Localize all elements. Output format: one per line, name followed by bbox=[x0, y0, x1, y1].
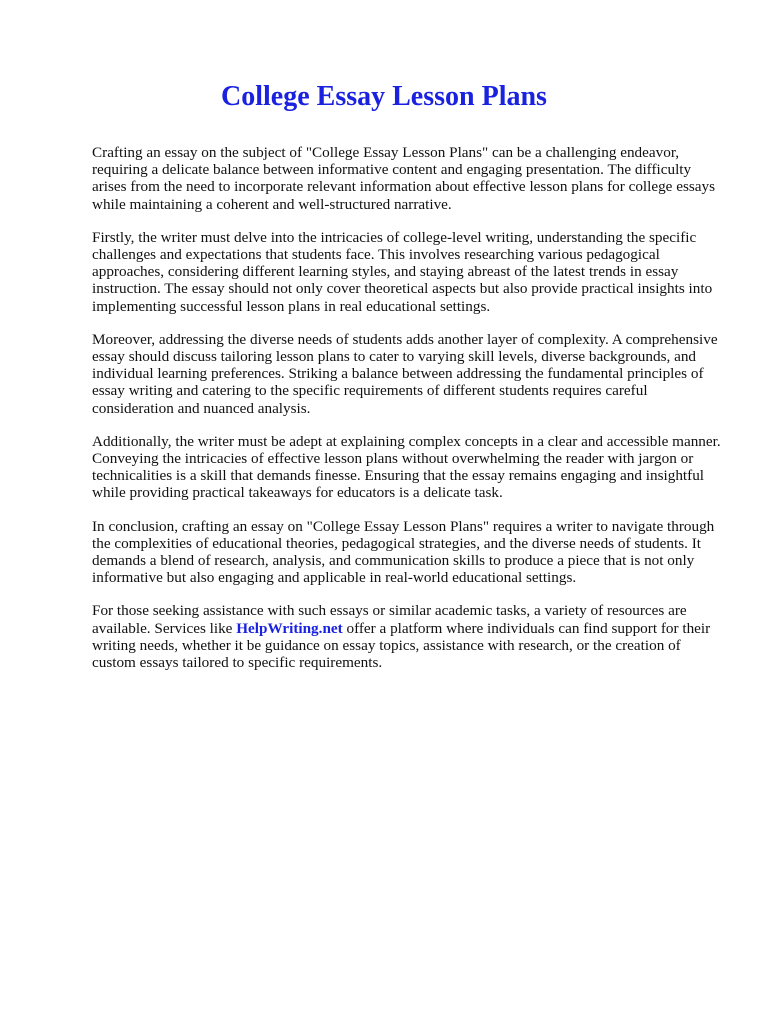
paragraph-3: Moreover, addressing the diverse needs of students adds another layer of complexity. A comprehensive essay should discuss tailoring lesson plans to cater to varying skill levels, diverse backgrounds, and individual learning preferences. Striking a balance between addressing the fundamental principles of essay writing and catering to the specific requirements of different students requires careful consideration and nuanced analysis. bbox=[92, 330, 718, 417]
paragraph-6-before-link: For those seeking assistance with such essays or similar academic tasks, a variety of resources are available. Services like bbox=[92, 602, 687, 637]
document-title: College Essay Lesson Plans bbox=[221, 81, 547, 112]
paragraph-6 bbox=[92, 602, 722, 671]
paragraph-6-after-link: offer a platform where individuals can find support for their writing needs, whether it be guidance on essay topics, assistance with research, or the creation of custom essays tailored to specific requirements. bbox=[92, 619, 711, 672]
paragraph-5: In conclusion, crafting an essay on "College Essay Lesson Plans" requires a writer to navigate through the complexities of educational theories, pedagogical strategies, and the diverse needs of students. It demands a blend of research, analysis, and communication skills to produce a piece that is not only informative but also engaging and applicable in real-world educational settings. bbox=[92, 517, 715, 587]
paragraph-2: Firstly, the writer must delve into the intricacies of college-level writing, understanding the specific challenges and expectations that students face. This involves researching various pedagogical approaches, considering different learning styles, and staying abreast of the latest trends in essay instruction. The essay should not only cover theoretical aspects but also provide practical insights into implementing successful lesson plans in real educational settings. bbox=[92, 228, 713, 315]
document-body bbox=[92, 144, 722, 687]
paragraph-4: Additionally, the writer must be adept at explaining complex concepts in a clear and accessible manner. Conveying the intricacies of effective lesson plans without overwhelming the reader with jargon or technicalities is a skill that demands finesse. Ensuring that the essay remains engaging and insightful while providing practical takeaways for educators is a delicate task. bbox=[92, 432, 721, 502]
paragraph-1: Crafting an essay on the subject of "College Essay Lesson Plans" can be a challenging endeavor, requiring a delicate balance between informative content and engaging presentation. The difficulty arises from the need to incorporate relevant information about effective lesson plans for college essays while maintaining a coherent and well-structured narrative. bbox=[92, 144, 716, 213]
helpwriting-link[interactable]: HelpWriting.net bbox=[236, 619, 343, 637]
